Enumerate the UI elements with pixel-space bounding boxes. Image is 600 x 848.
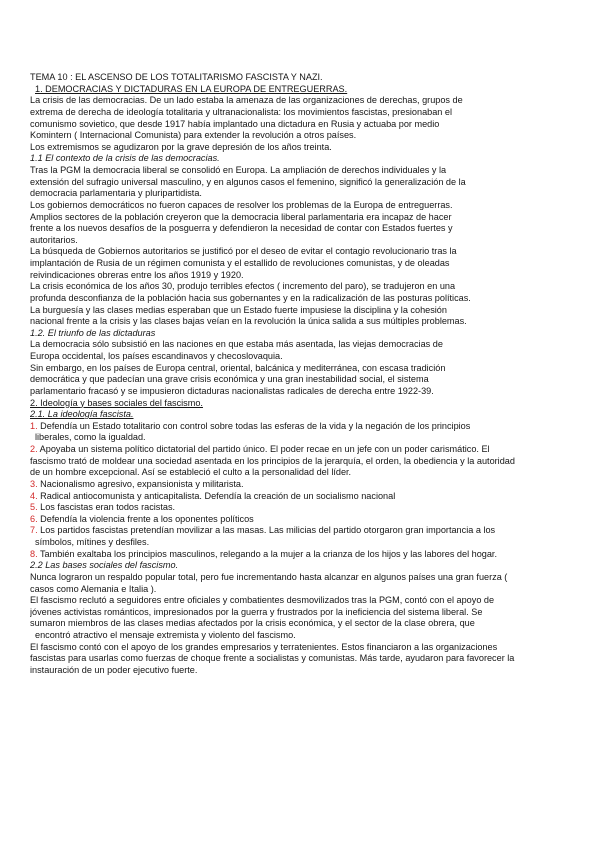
line-text: parlamentario fracasó y se impusieron dictaduras nacionalistas radicales de derecha entre 1922-39. (30, 385, 434, 396)
text-line (30, 119, 570, 131)
line-text: Radical antiocomunista y anticapitalista. Defendía la creación de un socialismo nacional (37, 490, 396, 501)
line-text: El fascismo contó con el apoyo de los grandes empresarios y terratenientes. Estos financiaron a las organizaciones (30, 641, 498, 652)
document-lines (30, 84, 570, 677)
text-line (30, 107, 570, 119)
line-text: La búsqueda de Gobiernos autoritarios se justificó por el deseo de evitar el contagio revolucionario tras la (30, 246, 457, 257)
text-line (30, 432, 570, 444)
numbered-item (30, 444, 570, 456)
text-line (30, 653, 570, 665)
line-text: 2. Ideología y bases sociales del fascismo. (30, 397, 203, 408)
numbered-item (30, 479, 570, 491)
numbered-item (30, 514, 570, 526)
text-line (30, 456, 570, 468)
line-text: casos como Alemania e Italia ). (30, 583, 157, 594)
line-text: frente a los nuevos desafíos de la posguerra y defendieron la necesidad de contar con Estados fuertes y (30, 223, 453, 234)
text-line (30, 258, 570, 270)
text-line (30, 642, 570, 654)
text-line (30, 130, 570, 142)
item-number: 3. (30, 478, 38, 489)
line-text: Europa occidental, los países escandinavos y checoslovaquia. (30, 351, 283, 361)
text-line (30, 246, 570, 258)
line-text: 1.1 El contexto de la crisis de las democracias. (30, 153, 220, 164)
text-line (30, 212, 570, 224)
line-text: 1.2. El triunfo de las dictaduras (30, 327, 156, 338)
text-line (30, 95, 570, 107)
document-body (30, 72, 570, 677)
text-line (30, 223, 570, 235)
line-text: La democracia sólo subsistió en las naciones en que estaba más asentada, las viejas democracias de (30, 339, 443, 350)
line-text: Los extremismos se agudizaron por la grave depresión de los años treinta. (30, 141, 332, 152)
line-text: comunismo sovietico, que desde 1917 había implantado una dictadura en Rusia y actuaba por medio (30, 118, 440, 129)
numbered-item (30, 525, 570, 537)
text-line (30, 281, 570, 293)
text-line (30, 467, 570, 479)
text-line (30, 188, 570, 200)
line-text: jóvenes activistas románticos, impresionados por la guerra y frustrados por la ineficiencia del sistema liberal. Se (30, 606, 483, 617)
item-number: 7. (30, 525, 38, 536)
text-line (30, 235, 570, 247)
line-text: Los fascistas eran todos racistas. (37, 502, 176, 513)
line-text: Los partidos fascistas pretendían movilizar a las masas. Las milicias del partido otorgaron gran importancia a los (37, 525, 496, 536)
line-text: Nunca lograron un respaldo popular total, pero fue incrementando hasta alcanzar en algunos países una gran fuerza ( (30, 571, 508, 582)
line-text: democrática y que padecían una grave crisis económica y una gran inestabilidad social, el sistema (30, 374, 429, 385)
line-text: 1. DEMOCRACIAS Y DICTADURAS EN LA EUROPA DE ENTREGUERRAS. (35, 83, 348, 94)
text-line (30, 316, 570, 328)
numbered-item (30, 421, 570, 433)
line-text: Komintern ( Internacional Comunista) para extender la revolución a otros países. (30, 130, 357, 141)
line-text: de un hombre excepcional. Así se estableció el culto a la personalidad del líder. (30, 467, 352, 478)
item-number: 8. (30, 548, 38, 559)
item-number: 5. (30, 502, 38, 513)
text-line (30, 618, 570, 630)
numbered-item (30, 491, 570, 503)
text-line (30, 165, 570, 177)
text-line (30, 386, 570, 398)
text-line (30, 142, 570, 154)
line-text: Amplios sectores de la población creyeron que la democracia liberal parlamentaria era incapaz de hacer (30, 211, 452, 222)
line-text: encontró atractivo el mensaje extremista y violento del fascismo. (35, 630, 296, 640)
line-text: implantación de Rusia de un régimen comunista y el estallido de revoluciones comunistas, y de oleadas (30, 258, 450, 268)
text-line (30, 200, 570, 212)
line-text: reivindicaciones obreras entre los años 1919 y 1920. (30, 269, 244, 280)
section-heading (30, 84, 570, 96)
subsection-heading (30, 560, 570, 572)
line-text: fascistas para usarlas como fuerzas de choque frente a socialistas y comunistas. Más tarde, ayudaron para favorecer la (30, 653, 515, 664)
line-text: fascismo trató de moldear una sociedad asentada en los principios de la jerarquía, el orden, la obediencia y la autoridad (30, 455, 515, 466)
item-number: 4. (30, 490, 38, 501)
line-text: profunda desconfianza de la población hacia sus gobernantes y en la radicalización de las posturas políticas. (30, 292, 471, 303)
subsection-heading (30, 409, 570, 421)
line-text: instauración de un poder ejecutivo fuerte. (30, 664, 198, 675)
text-line (30, 595, 570, 607)
line-text: extensión del sufragio universal masculino, y en algunos casos el femenino, significó la generalización de la (30, 176, 466, 187)
item-number: 6. (30, 513, 38, 524)
line-text: El fascismo reclutó a seguidores entre oficiales y combatientes desmovilizados tras la PGM, contó con el apoyo de (30, 595, 495, 606)
text-line (30, 537, 570, 549)
text-line (30, 374, 570, 386)
line-text: Nacionalismo agresivo, expansionista y militarista. (37, 478, 244, 489)
text-line (30, 305, 570, 317)
line-text: 2.2 Las bases sociales del fascismo. (30, 560, 179, 571)
text-line (30, 584, 570, 596)
line-text: Defendía la violencia frente a los oponentes políticos (37, 513, 254, 524)
line-text: liberales, como la igualdad. (35, 432, 146, 443)
line-text: Defendía un Estado totalitario con control sobre todas las esferas de la vida y la negación de los principios (37, 420, 471, 431)
line-text: Apoyaba un sistema político dictatorial del partido único. El poder recae en un jefe con un poder carismático. El (37, 444, 490, 454)
item-number: 1. (30, 420, 38, 431)
line-text: Sin embargo, en los países de Europa central, oriental, balcánica y mediterránea, con escasa tradición (30, 362, 446, 373)
subsection-heading (30, 153, 570, 165)
line-text: La burguesía y las clases medias esperaban que un Estado fuerte impusiese la disciplina y la cohesión (30, 304, 447, 315)
section-heading (30, 398, 570, 410)
text-line (30, 270, 570, 282)
item-number: 2. (30, 444, 38, 454)
text-line (30, 177, 570, 189)
line-text: autoritarios. (30, 234, 78, 245)
line-text: 2.1. La ideología fascista. (30, 409, 134, 420)
text-line (30, 351, 570, 363)
line-text: Los gobiernos democráticos no fueron capaces de resolver los problemas de la Europa de entreguerras. (30, 199, 453, 210)
subsection-heading (30, 328, 570, 340)
line-text: Tras la PGM la democracia liberal se consolidó en Europa. La ampliación de derechos individuales y la (30, 165, 447, 175)
line-text: También exaltaba los principios masculinos, relegando a la mujer a la crianza de los hijos y las labores del hogar. (37, 548, 498, 559)
text-line (30, 665, 570, 677)
line-text: sumaron miembros de las clases medias afectados por la crisis económica, y el sector de la clase obrera, que (30, 618, 475, 629)
text-line (30, 630, 570, 642)
line-text: La crisis económica de los años 30, produjo terribles efectos ( incremento del paro), se tradujeron en una (30, 281, 456, 292)
text-line (30, 293, 570, 305)
numbered-item (30, 549, 570, 561)
line-text: La crisis de las democracias. De un lado estaba la amenaza de las organizaciones de derechas, grupos de (30, 95, 463, 106)
line-text: símbolos, mítines y desfiles. (35, 537, 150, 547)
line-text: nacional frente a la crisis y las clases bajas veían en la revolución la única salida a sus múltiples problemas. (30, 316, 467, 327)
document-title: TEMA 10 : EL ASCENSO DE LOS TOTALITARISMO FASCISTA Y NAZI. (30, 72, 323, 82)
line-text: extrema de derecha de ideología totalitaria y ultranacionalista: los movimientos fascistas, presionaban el (30, 106, 453, 117)
text-line (30, 339, 570, 351)
line-text: democracia parlamentaria y pluripartidista. (30, 188, 202, 199)
text-line (30, 607, 570, 619)
text-line (30, 572, 570, 584)
numbered-item (30, 502, 570, 514)
text-line (30, 363, 570, 375)
